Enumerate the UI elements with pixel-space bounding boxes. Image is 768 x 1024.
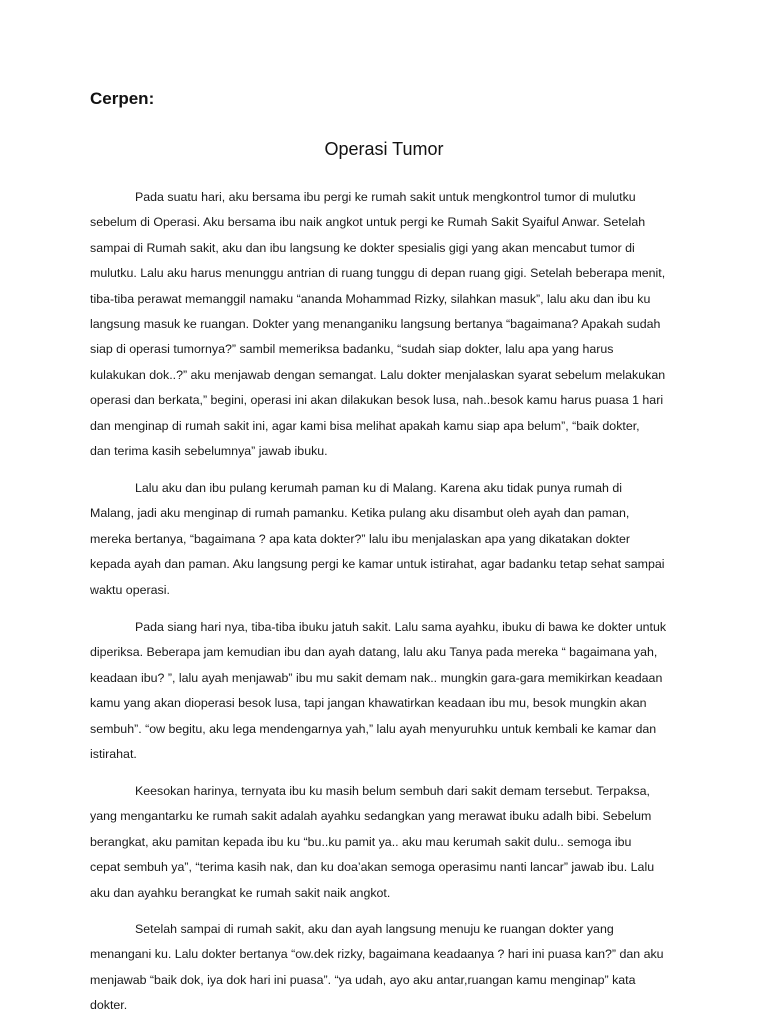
paragraph-line: langsung masuk ke ruangan. Dokter yang menanganiku langsung bertanya “bagaimana? Apakah sudah	[90, 316, 661, 331]
paragraph-line: sembuh”. “ow begitu, aku lega mendengarnya yah,” lalu ayah menyuruhku untuk kembali ke kamar dan	[90, 721, 657, 736]
paragraph-line: kulakukan dok..?” aku menjawab dengan semangat. Lalu dokter menjalaskan syarat sebelum melakukan	[90, 367, 666, 382]
document-heading: Cerpen:	[90, 89, 155, 108]
paragraph-line: waktu operasi.	[90, 582, 170, 597]
paragraph-5	[90, 917, 690, 1019]
paragraph-line: mulutku. Lalu aku harus menunggu antrian di ruang tunggu di depan ruang gigi. Setelah beberapa menit,	[90, 266, 666, 281]
story-title: Operasi Tumor	[324, 139, 444, 159]
paragraph-line: sebelum di Operasi. Aku bersama ibu naik angkot untuk pergi ke Rumah Sakit Syaiful Anwar. Setelah	[90, 215, 646, 230]
paragraph-3	[90, 615, 690, 767]
paragraph-line: istirahat.	[90, 746, 137, 761]
paragraph-line: operasi dan berkata,” begini, operasi ini akan dilakukan besok lusa, nah..besok kamu harus puasa 1 hari	[90, 393, 664, 408]
paragraph-line: cepat sembuh ya”, “terima kasih nak, dan ku doa’akan semoga operasimu nanti lancar” jawab ibu. Lalu	[90, 860, 655, 875]
paragraph-line: Pada siang hari nya, tiba-tiba ibuku jatuh sakit. Lalu sama ayahku, ibuku di bawa ke dokter untuk	[135, 620, 667, 634]
paragraph-line: sampai di Rumah sakit, aku dan ibu langsung ke dokter spesialis gigi yang akan mencabut tumor di	[90, 240, 635, 255]
paragraph-line: dan terima kasih sebelumnya” jawab ibuku.	[90, 443, 328, 458]
paragraph-line: keadaan ibu? ”, lalu ayah menjawab” ibu mu sakit demam nak.. mungkin gara-gara memikirkan keadaan	[90, 670, 663, 685]
paragraph-1	[90, 185, 690, 464]
paragraph-line: dan menginap di rumah sakit ini, agar kami bisa melihat apakah kamu siap apa belum”, “baik dokter,	[90, 418, 640, 433]
paragraph-line: mereka bertanya, “bagaimana ? apa kata dokter?” lalu ibu menjalaskan apa yang dikatakan dokter	[90, 531, 631, 546]
paragraph-line: Malang, jadi aku menginap di rumah pamanku. Ketika pulang aku disambut oleh ayah dan paman,	[90, 506, 630, 521]
paragraph-2	[90, 476, 690, 603]
paragraph-line: Lalu aku dan ibu pulang kerumah paman ku di Malang. Karena aku tidak punya rumah di	[135, 481, 622, 495]
paragraph-line: Setelah sampai di rumah sakit, aku dan ayah langsung menuju ke ruangan dokter yang	[135, 922, 614, 936]
paragraph-line: kepada ayah dan paman. Aku langsung pergi ke kamar untuk istirahat, agar badanku tetap sehat sampai	[90, 557, 665, 572]
paragraph-line: menangani ku. Lalu dokter bertanya “ow.dek rizky, bagaimana keadaanya ? hari ini puasa kan?” dan aku	[90, 947, 664, 962]
paragraph-line: kamu yang akan dioperasi besok lusa, tapi jangan khawatirkan keadaan ibu mu, besok mungkin akan	[90, 696, 647, 711]
paragraph-line: siap di operasi tumornya?” sambil memeriksa badanku, “sudah siap dokter, lalu apa yang harus	[90, 342, 614, 357]
paragraph-line: yang mengantarku ke rumah sakit adalah ayahku sedangkan yang merawat ibuku adalh bibi. Sebelum	[90, 809, 652, 824]
paragraph-line: diperiksa. Beberapa jam kemudian ibu dan ayah datang, lalu aku Tanya pada mereka “ bagaimana yah,	[90, 645, 658, 660]
paragraph-4	[90, 779, 690, 906]
paragraph-line: dokter.	[90, 998, 128, 1013]
paragraph-line: berangkat, aku pamitan kepada ibu ku “bu..ku pamit ya.. aku mau kerumah sakit dulu.. semoga ibu	[90, 834, 632, 849]
paragraph-line: aku dan ayahku berangkat ke rumah sakit naik angkot.	[90, 885, 391, 900]
paragraph-line: Keesokan harinya, ternyata ibu ku masih belum sembuh dari sakit demam tersebut. Terpaksa,	[135, 784, 650, 798]
paragraph-line: tiba-tiba perawat memanggil namaku “ananda Mohammad Rizky, silahkan masuk”, lalu aku dan ibu ku	[90, 291, 651, 306]
paragraph-line: Pada suatu hari, aku bersama ibu pergi ke rumah sakit untuk mengkontrol tumor di mulutku	[135, 190, 636, 204]
paragraph-line: menjawab “baik dok, iya dok hari ini puasa”. “ya udah, ayo aku antar,ruangan kamu menginap” kata	[90, 972, 636, 987]
